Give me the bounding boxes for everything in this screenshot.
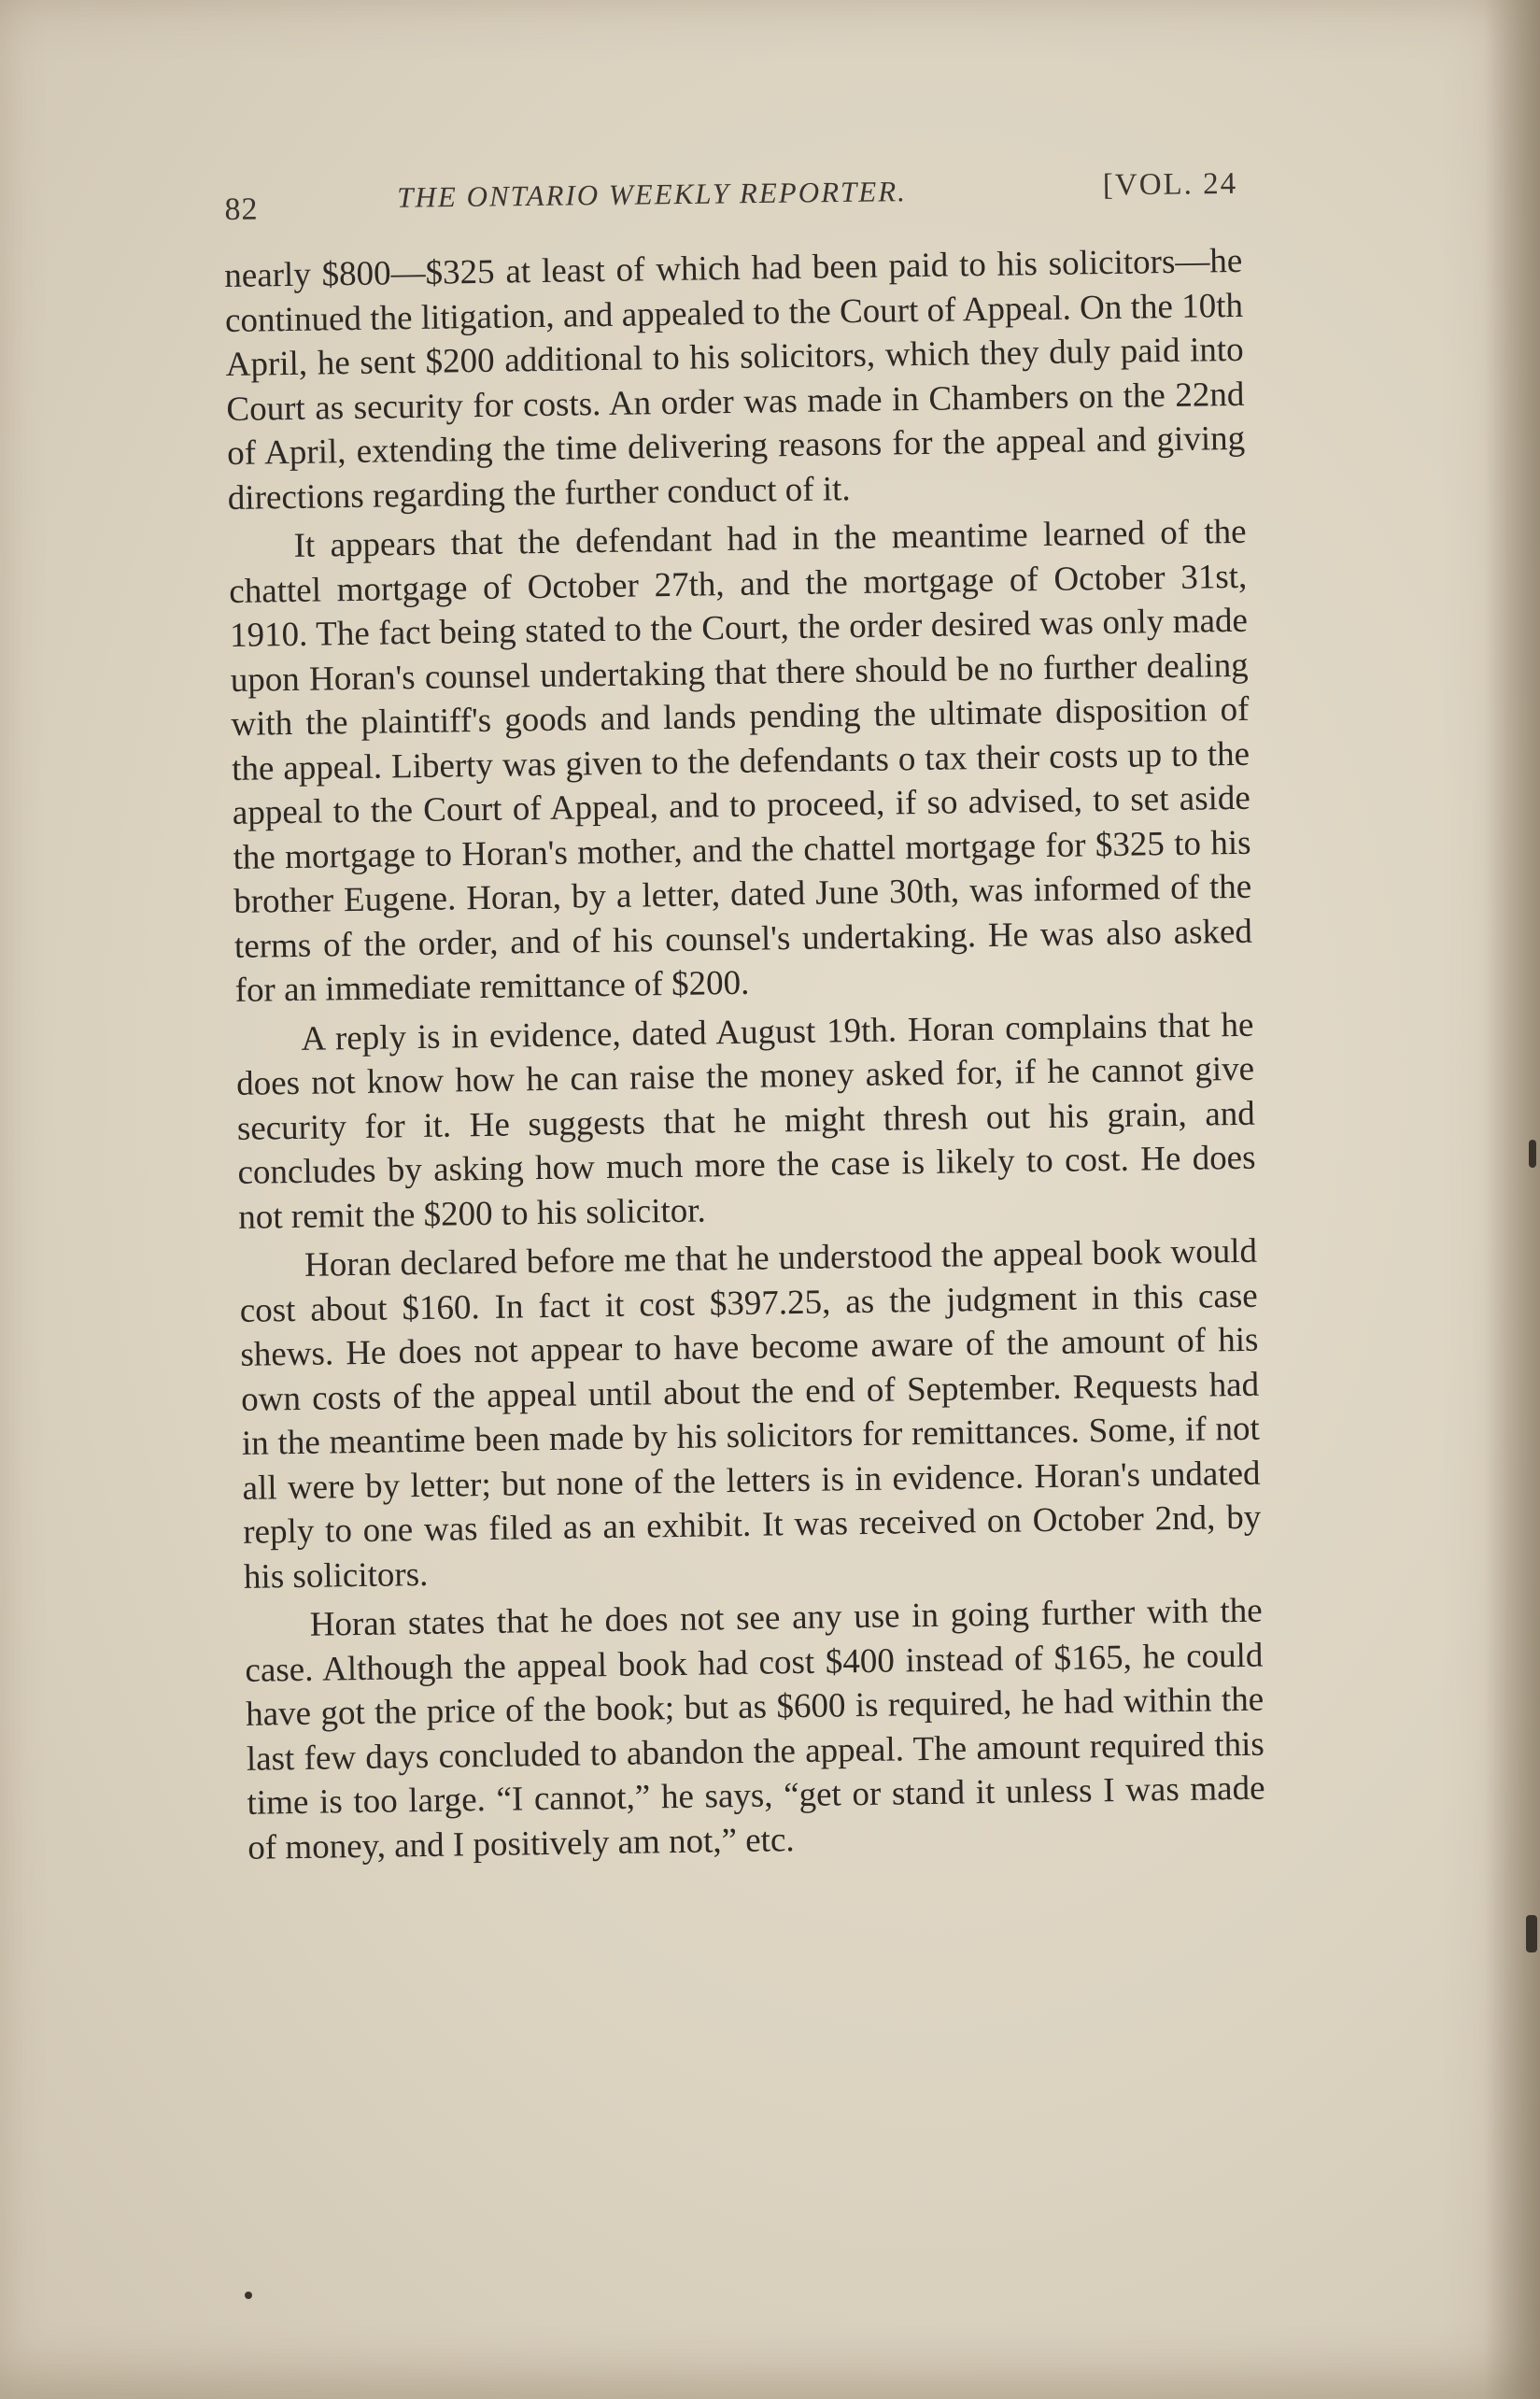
body-text [224, 239, 1266, 1875]
paragraph: Horan declared before me that he understood the appeal book would cost about $160. In fact it cost $397.25, as the judgment in this case shews. He does not appear to have become aware of the amount of his own costs of the appeal until about the end of September. Requests had in the meantime been made by his solicitors for remittances. Some, if not all were by letter; but none of the letters is in evidence. Horan's undated reply to one was filed as an exhibit. It was received on October 2nd, by his solicitors. [239, 1231, 1262, 1597]
paragraph: Horan states that he does not see any use in going further with the case. Although the appeal book had cost $400 instead of $165, he could have got the price of the book; but as $600 is required, he had within the last few days concluded to abandon the appeal. The amount required this time is too large. “I cannot,” he says, “get or stand it unless I was made of money, and I positively am not,” etc. [245, 1591, 1265, 1867]
ink-speck [245, 2292, 252, 2299]
page-edge-shadow [1484, 0, 1540, 2399]
paragraph: It appears that the defendant had in the meantime learned of the chattel mortgage of October 27th, and the mortgage of October 31st, 1910. The fact being stated to the Court, the order desired was only made upon Horan's counsel undertaking that there should be no further dealing with the plaintiff's goods and lands pending the ultimate disposition of the appeal. Liberty was given to the defendants o tax their costs up to the appeal to the Court of Appeal, and to proceed, if so advised, to set aside the mortgage to Horan's mother, and the chattel mortgage for $325 to his brother Eugene. Horan, by a letter, dated June 30th, was informed of the terms of the order, and of his counsel's undertaking. He was also asked for an immediate remittance of $200. [229, 512, 1253, 1010]
page-edge-mark [1526, 1915, 1537, 1952]
running-title: THE ONTARIO WEEKLY REPORTER. [397, 175, 908, 214]
page-number: 82 [224, 192, 259, 227]
paragraph-continued: nearly $800—$325 at least of which had been paid to his solicitors—he continued the litigation, and appealed to the Court of Appeal. On the 10th April, he sent $200 additional to his solicitors, which they duly paid into Court as security for costs. An order was made in Chambers on the 22nd of April, extending the time delivering reasons for the appeal and giving directions regarding the further conduct of it. [224, 241, 1246, 518]
page-edge-mark [1529, 1140, 1536, 1168]
volume-label: [VOL. 24 [1102, 166, 1238, 203]
running-header [224, 163, 1238, 232]
paragraph: A reply is in evidence, dated August 19th. Horan complains that he does not know how he can raise the money asked for, if he cannot give security for it. He suggests that he might thresh out his grain, and concludes by asking how much more the case is likely to cost. He does not remit the $200 to his solicitor. [235, 1005, 1256, 1237]
